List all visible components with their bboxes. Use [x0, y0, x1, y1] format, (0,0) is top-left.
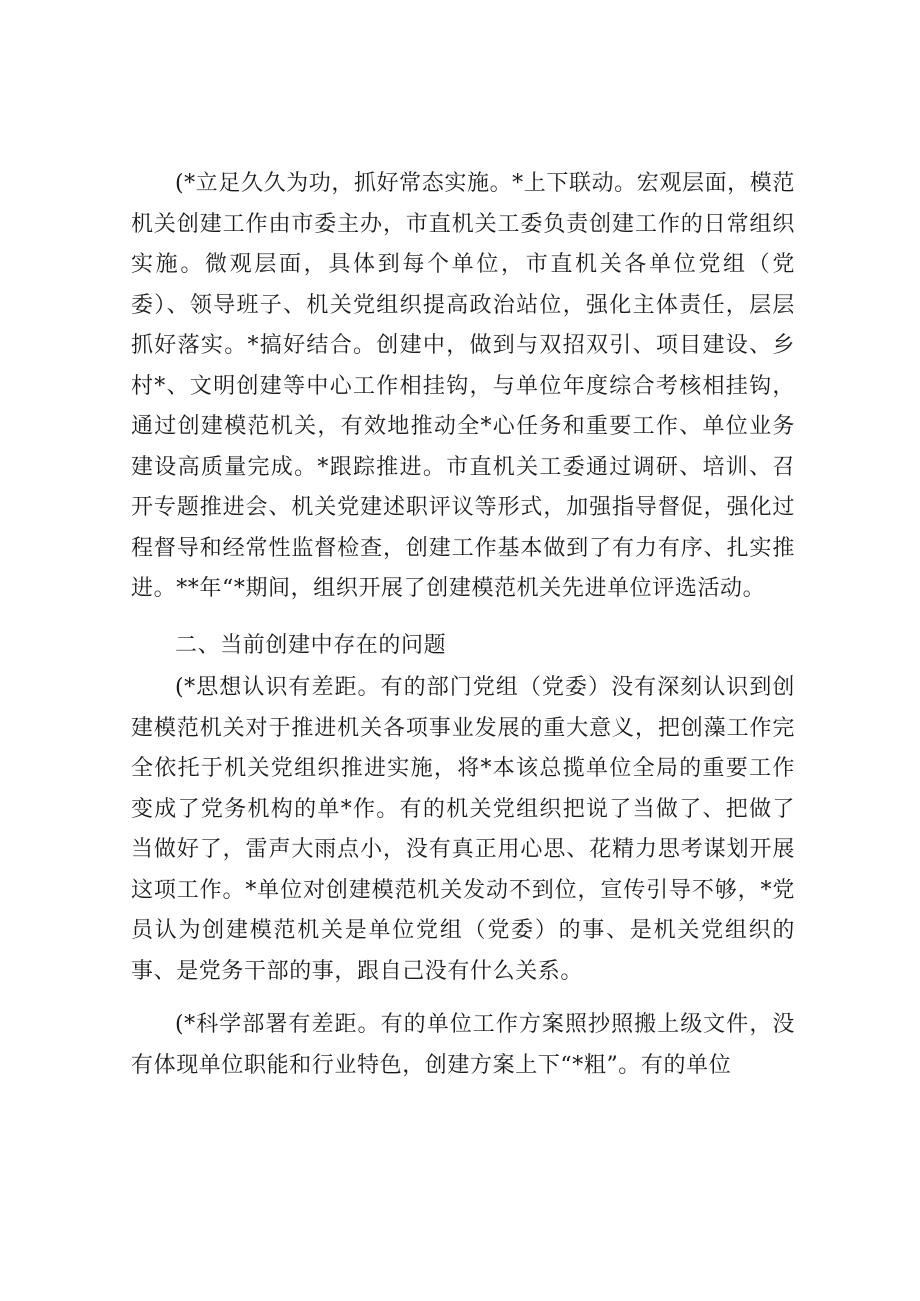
paragraph-scientific-deployment: (*科学部署有差距。有的单位工作方案照抄照搬上级文件，没有体现单位职能和行业特色，创建方案上下“*粗”。有的单位: [131, 1012, 795, 1078]
document-body: [131, 164, 795, 1086]
paragraph-ideological-understanding: (*思想认识有差距。有的部门党组（党委）没有深刻认识到创建模范机关对于推进机关各项事业发展的重大意义，把创藻工作完全依托于机关党组织推进实施，将*本该总揽单位全局的重要工作变成了党务机构的单*作。有的机关党组织把说了当做了、把做了当做好了，雷声大雨点小，没有真正用心思、花精力思考谋划开展这项工作。*单位对创建模范机关发动不到位，宣传引导不够，*党员认为创建模范机关是单位党组（党委）的事、是机关党组织的事、是党务干部的事，跟自己没有什么关系。: [131, 675, 795, 984]
section-heading-current-problems: 二、当前创建中存在的问题: [175, 633, 447, 658]
paragraph-work-implementation: (*立足久久为功，抓好常态实施。*上下联动。宏观层面，模范机关创建工作由市委主办，市直机关工委负责创建工作的日常组织实施。微观层面，具体到每个单位，市直机关各单位党组（党委）、领导班子、机关党组织提高政治站位，强化主体责任，层层抓好落实。*搞好结合。创建中，做到与双招双引、项目建设、乡村*、文明创建等中心工作相挂钩，与单位年度综合考核相挂钩，通过创建模范机关，有效地推动全*心任务和重要工作、单位业务建设高质量完成。*跟踪推进。市直机关工委通过调研、培训、召开专题推进会、机关党建述职评议等形式，加强指导督促，强化过程督导和经常性监督检查，创建工作基本做到了有力有序、扎实推进。**年“*期间，组织开展了创建模范机关先进单位评选活动。: [131, 171, 795, 601]
